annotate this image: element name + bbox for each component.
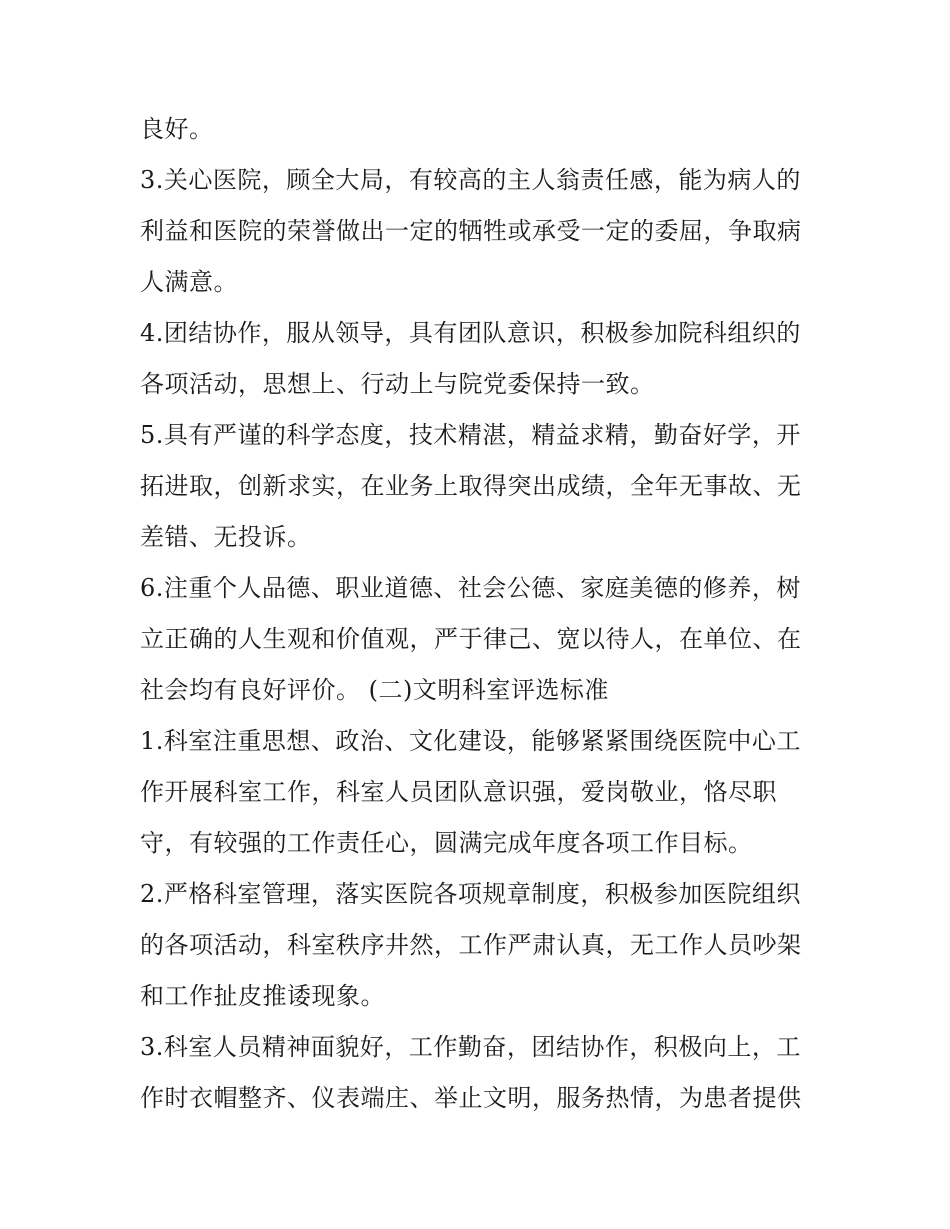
text-line: 的各项活动，科室秩序井然，工作严肃认真，无工作人员吵架	[140, 931, 802, 959]
text-line: 作时衣帽整齐、仪表端庄、举止文明，服务热情，为患者提供	[140, 1084, 802, 1112]
text-line: 各项活动，思想上、行动上与院党委保持一致。	[140, 370, 655, 398]
text-line: 5.具有严谨的科学态度，技术精湛，精益求精，勤奋好学，开	[140, 421, 801, 449]
text-line: 拓进取，创新求实，在业务上取得突出成绩，全年无事故、无	[140, 472, 802, 500]
text-line: 人满意。	[140, 268, 238, 296]
text-line: 立正确的人生观和价值观，严于律己、宽以待人，在单位、在	[140, 625, 802, 653]
text-line: 作开展科室工作，科室人员团队意识强，爱岗敬业，恪尽职	[140, 778, 777, 806]
text-line: 1.科室注重思想、政治、文化建设，能够紧紧围绕医院中心工	[140, 727, 801, 755]
text-line: 良好。	[140, 115, 214, 143]
text-line: 4.团结协作，服从领导，具有团队意识，积极参加院科组织的	[140, 319, 801, 347]
text-line: 守，有较强的工作责任心，圆满完成年度各项工作目标。	[140, 829, 753, 857]
text-line: 3.科室人员精神面貌好，工作勤奋，团结协作，积极向上，工	[140, 1033, 801, 1061]
text-line: 社会均有良好评价。 (二)文明科室评选标准	[140, 676, 609, 704]
text-line: 差错、无投诉。	[140, 523, 312, 551]
text-line: 3.关心医院，顾全大局，有较高的主人翁责任感，能为病人的	[140, 166, 801, 194]
text-line: 利益和医院的荣誉做出一定的牺牲或承受一定的委屈，争取病	[140, 217, 802, 245]
text-line: 2.严格科室管理，落实医院各项规章制度，积极参加医院组织	[140, 880, 801, 908]
text-line: 和工作扯皮推诿现象。	[140, 982, 385, 1010]
text-line: 6.注重个人品德、职业道德、社会公德、家庭美德的修养，树	[140, 574, 801, 602]
